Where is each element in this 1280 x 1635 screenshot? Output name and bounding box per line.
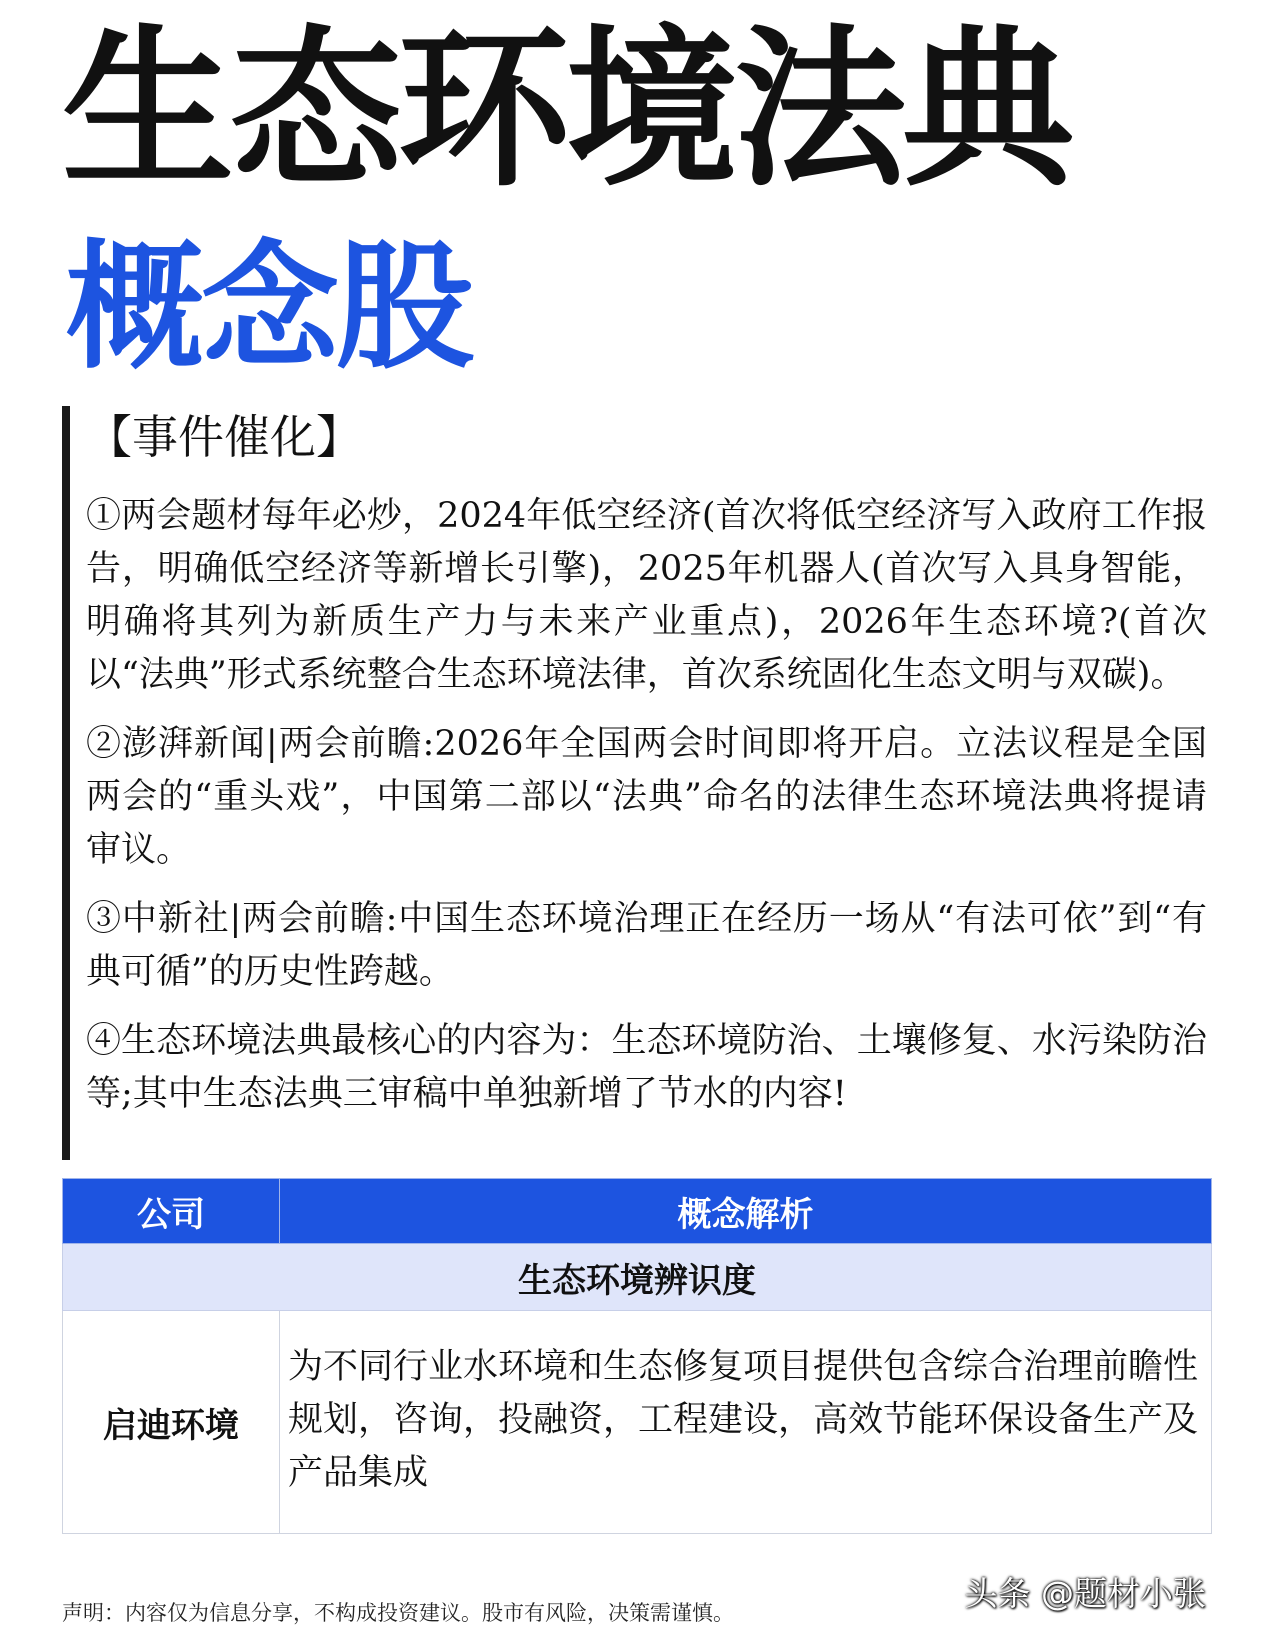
concept-stock-table <box>62 1178 1212 1534</box>
table-category-row <box>63 1244 1212 1311</box>
page-title: 生态环境法典 <box>62 9 1070 210</box>
event-paragraph-2: ②澎湃新闻|两会前瞻:2026年全国两会时间即将开启。立法议程是全国两会的“重头戏”，中国第二部以“法典”命名的法律生态环境法典将提请审议。 <box>86 724 1207 870</box>
company-description: 为不同行业水环境和生态修复项目提供包含综合治理前瞻性规划，咨询，投融资，工程建设，高效节能环保设备生产及产品集成 <box>280 1311 1212 1534</box>
disclaimer-text: 声明：内容仅为信息分享，不构成投资建议。股市有风险，决策需谨慎。 <box>62 1601 734 1625</box>
table-row <box>63 1311 1212 1534</box>
column-header-concept-analysis: 概念解析 <box>280 1179 1212 1244</box>
event-paragraph-4: ④生态环境法典最核心的内容为：生态环境防治、土壤修复、水污染防治等;其中生态法典三审稿中单独新增了节水的内容! <box>86 1021 1207 1114</box>
company-name: 启迪环境 <box>63 1311 280 1534</box>
column-header-company: 公司 <box>63 1179 280 1244</box>
event-paragraph-3: ③中新社|两会前瞻:中国生态环境治理正在经历一场从“有法可依”到“有典可循”的历史性跨越。 <box>86 899 1207 992</box>
page-subtitle: 概念股 <box>66 227 472 388</box>
table-header-row <box>63 1179 1212 1244</box>
event-paragraph-1: ①两会题材每年必炒，2024年低空经济(首次将低空经济写入政府工作报告，明确低空经济等新增长引擎)，2025年机器人(首次写入具身智能，明确将其列为新质生产力与未来产业重点)，2026年生态环境?(首次以“法典”形式系统整合生态环境法律，首次系统固化生态文明与双碳)。 <box>86 496 1207 695</box>
event-catalyst-heading: 【事件催化】 <box>86 410 362 464</box>
watermark: 头条 @题材小张 <box>964 1574 1206 1613</box>
category-label: 生态环境辨识度 <box>63 1244 1212 1311</box>
event-catalyst-section <box>62 406 1207 1160</box>
